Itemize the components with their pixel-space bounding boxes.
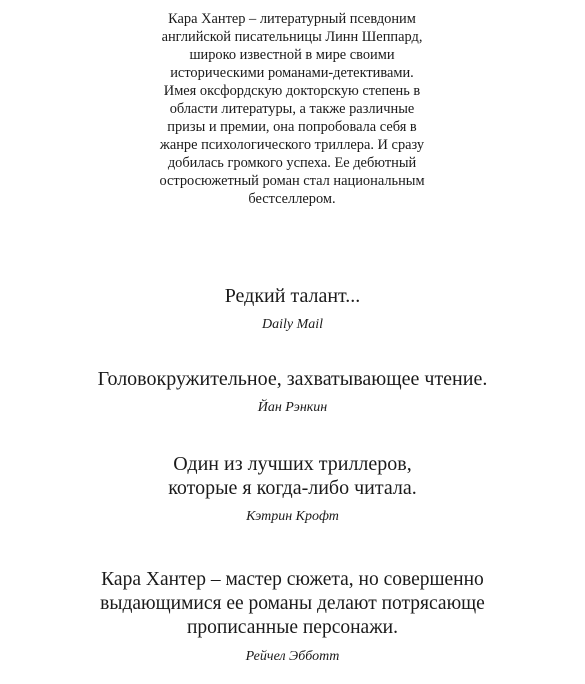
quote-text	[0, 568, 585, 640]
bio-line: широко известной в мире своими	[189, 47, 395, 63]
bio-line: Имея оксфордскую докторскую степень в	[163, 83, 421, 99]
quote-text	[0, 452, 585, 500]
quote-author: Кэтрин Крофт	[246, 509, 339, 524]
quote-line: выдающимися ее романы делают потрясающе	[100, 593, 485, 614]
review-quote-croft	[0, 452, 585, 526]
bio-line: бестселлером.	[248, 191, 336, 207]
bio-line: остросюжетный роман стал национальным	[159, 173, 425, 189]
bio-line: Кара Хантер – литературный псевдоним	[168, 11, 416, 27]
bio-line: добилась громкого успеха. Ее дебютный	[167, 155, 417, 171]
review-quote-abbott	[0, 568, 585, 666]
quote-author: Daily Mail	[261, 317, 324, 332]
quote-line: Один из лучших триллеров,	[173, 453, 412, 475]
review-quote-daily-mail	[0, 284, 585, 334]
quote-author: Рейчел Эбботт	[245, 649, 340, 664]
author-bio	[52, 10, 532, 208]
quote-text	[0, 284, 585, 308]
quote-text	[0, 367, 585, 391]
quote-line: Редкий талант...	[224, 285, 361, 307]
quote-line: Кара Хантер – мастер сюжета, но совершенно	[101, 569, 484, 590]
quote-author: Йан Рэнкин	[257, 400, 328, 415]
bio-line: жанре психологического триллера. И сразу	[159, 137, 425, 153]
review-quote-rankin	[0, 367, 585, 417]
bio-line: призы и премии, она попробовала себя в	[167, 119, 417, 135]
quote-line: которые я когда-либо читала.	[168, 477, 417, 499]
bio-line: историческими романами-детективами.	[170, 65, 414, 81]
bio-line: английской писательницы Линн Шеппард,	[161, 29, 423, 45]
quote-line: Головокружительное, захватывающее чтение.	[97, 368, 488, 390]
bio-line: области литературы, а также различные	[169, 101, 415, 117]
quote-line: прописанные персонажи.	[187, 617, 398, 638]
